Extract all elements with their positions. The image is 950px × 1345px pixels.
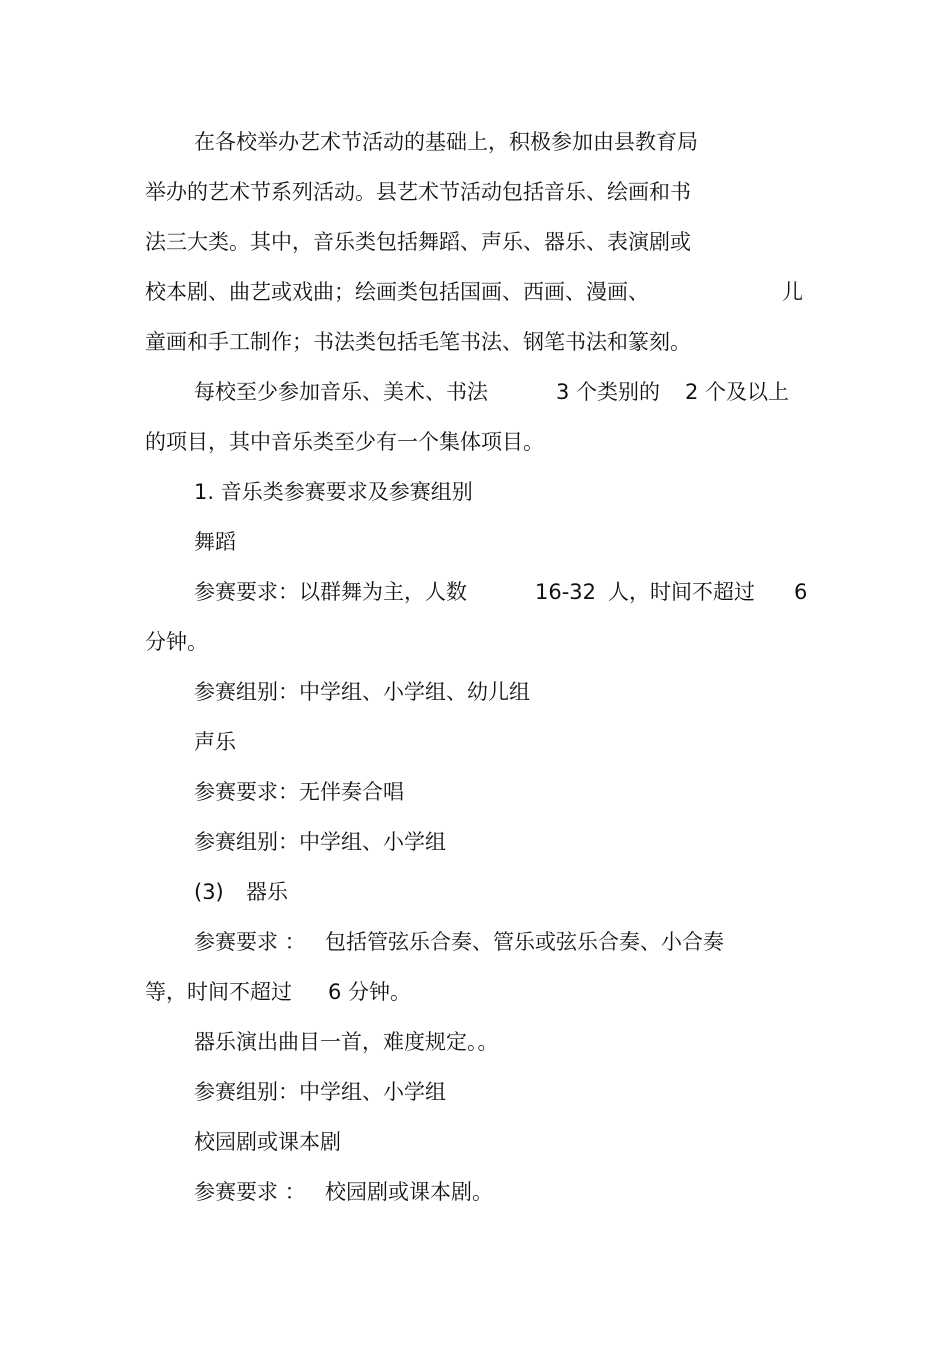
text-line: 参赛要求 ： [194,1180,306,1204]
text-line: 参赛要求：无伴奏合唱 [194,780,404,804]
text-line-fragment: 6 分钟。 [328,980,412,1004]
text-line: 参赛要求：以群舞为主，人数 [194,580,467,604]
text-line: 举办的艺术节系列活动。县艺术节活动包括音乐、绘画和书 [145,180,691,204]
text-line: 法三大类。其中，音乐类包括舞蹈、声乐、器乐、表演剧或 [145,230,691,254]
text-line: 校本剧、曲艺或戏曲；绘画类包括国画、西画、漫画、 [145,280,649,304]
text-line-fragment: 16-32 [535,580,597,604]
section-heading: 1. 音乐类参赛要求及参赛组别 [194,480,473,504]
subsection-heading: 声乐 [194,730,236,754]
text-line: 的项目，其中音乐类至少有一个集体项目。 [145,430,544,454]
text-line: 参赛要求 ： [194,930,306,954]
text-line: 每校至少参加音乐、美术、书法 [194,380,488,404]
text-line: 在各校举办艺术节活动的基础上，积极参加由县教育局 [194,130,698,154]
subsection-heading: 器乐 [246,880,288,904]
subsection-heading: 舞蹈 [194,530,236,554]
text-line: 参赛组别：中学组、小学组、幼儿组 [194,680,530,704]
text-line-fragment: 6 [794,580,808,604]
text-line-fragment: 校园剧或课本剧。 [325,1180,493,1204]
text-line-fragment: 包括管弦乐合奏、管乐或弦乐合奏、小合奏 [325,930,724,954]
text-line-fragment: 2 个及以上 [685,380,790,404]
text-line: 分钟。 [145,630,208,654]
text-line-fragment: 人，时间不超过 [608,580,755,604]
text-line-fragment: 3 个类别的 [556,380,661,404]
text-line: 童画和手工制作；书法类包括毛笔书法、钢笔书法和篆刻。 [145,330,691,354]
text-line: 参赛组别：中学组、小学组 [194,1080,446,1104]
text-line: 等，时间不超过 [145,980,292,1004]
text-line-fragment: 儿 [782,280,803,304]
text-line: 参赛组别：中学组、小学组 [194,830,446,854]
text-line: 器乐演出曲目一首，难度规定。。 [194,1030,499,1054]
subsection-number: (3) [194,880,224,904]
subsection-heading: 校园剧或课本剧 [194,1130,341,1154]
